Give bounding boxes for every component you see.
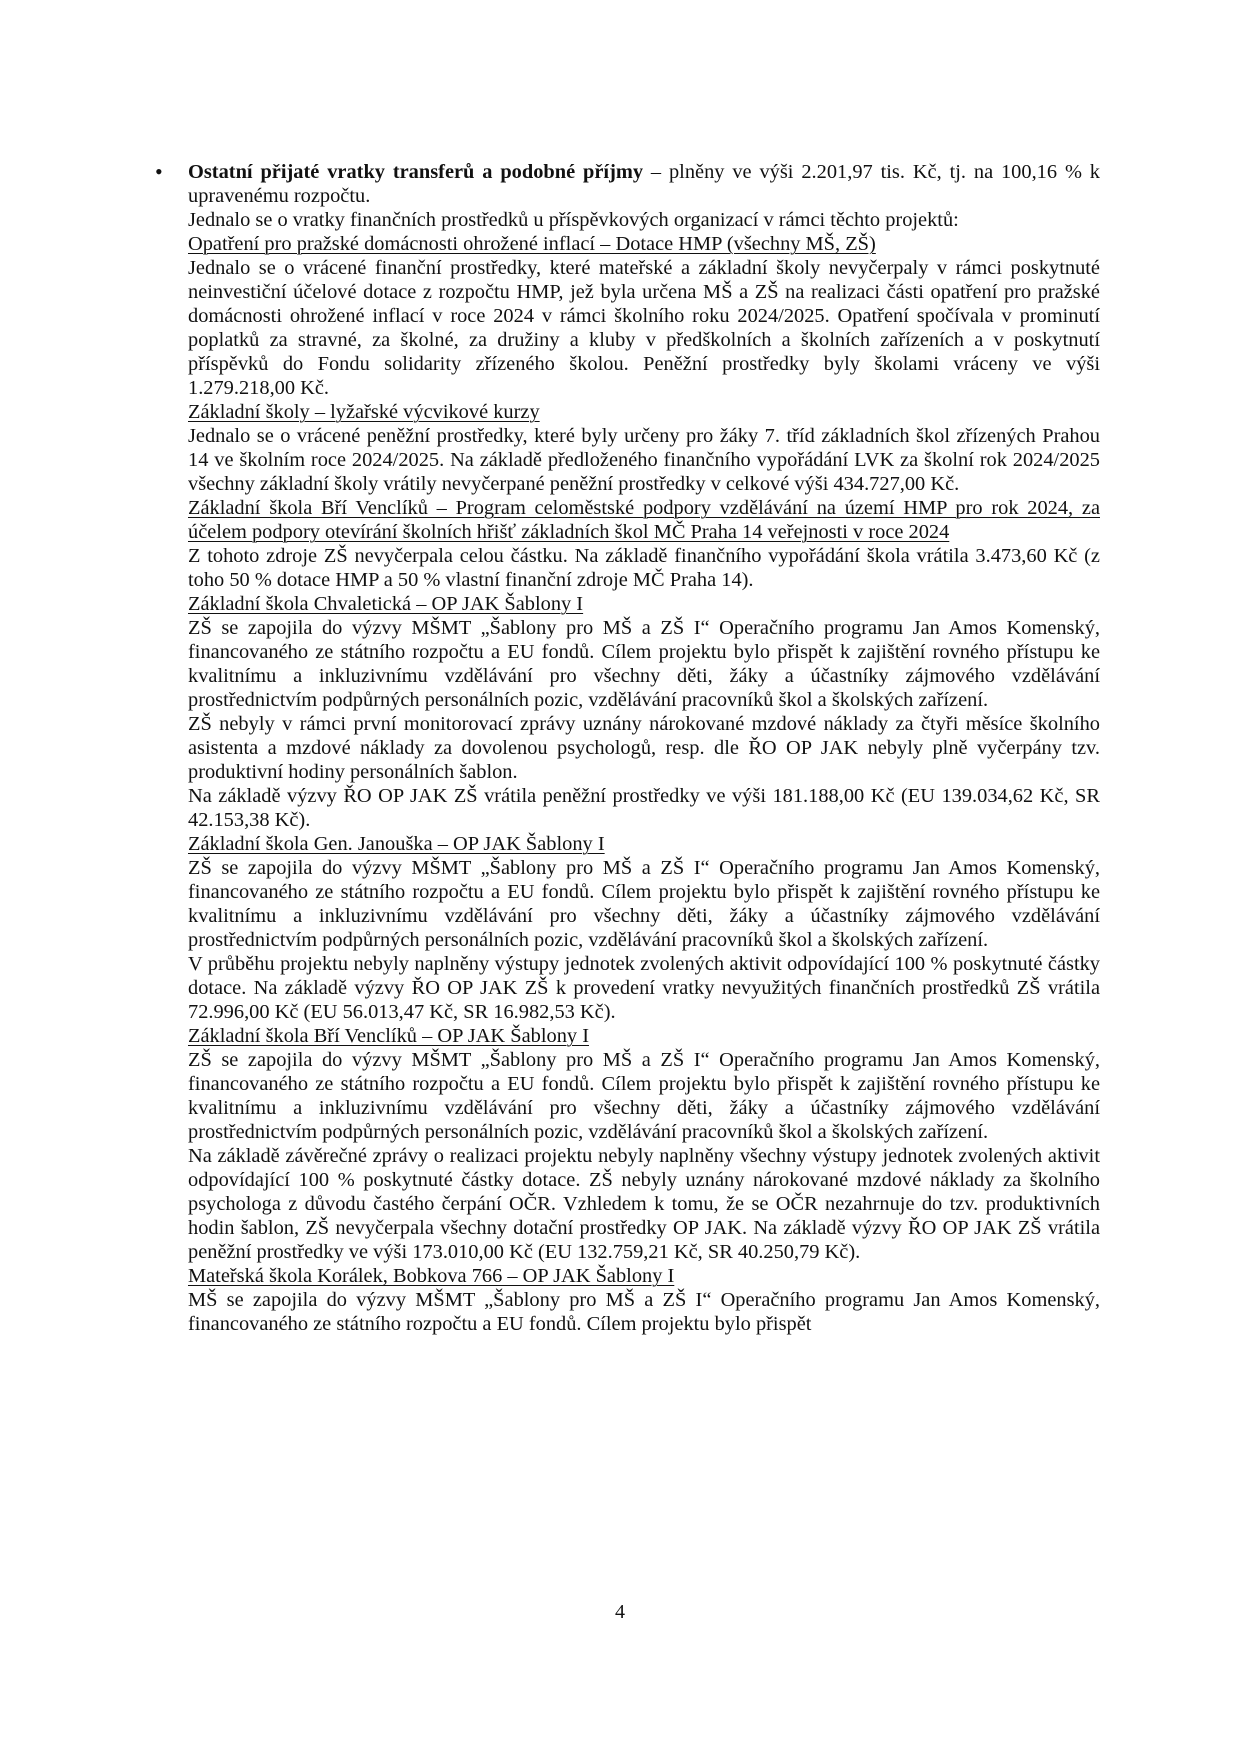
bullet-icon: •: [155, 159, 163, 184]
section-heading: Základní škola Bří Venclíků – Program celoměstské podpory vzdělávání na území HMP pro rok 2024, za účelem podpory otevírání školních hřišť základních škol MČ Praha 14 veřejnosti v roce 2024: [188, 497, 1100, 543]
section-heading: Opatření pro pražské domácnosti ohrožené inflací – Dotace HMP (všechny MŠ, ZŠ): [188, 233, 876, 255]
section-paragraph: ZŠ se zapojila do výzvy MŠMT „Šablony pro MŠ a ZŠ I“ Operačního programu Jan Amos Komenský, financovaného ze státního rozpočtu a EU fondů. Cílem projektu bylo přispět k zajištění rovného přístupu ke kvalitnímu a inkluzivnímu vzdělávání pro všechny děti, žáky a účastníky zájmového vzdělávání prostřednictvím podpůrných personálních pozic, vzdělávání pracovníků škol a školských zařízení.: [188, 857, 1100, 951]
bullet-paragraph: [188, 160, 1100, 208]
section-heading: Základní škola Gen. Janouška – OP JAK Šablony I: [188, 833, 605, 855]
sections-container: [188, 232, 1100, 1336]
section-paragraph: Jednalo se o vrácené finanční prostředky, které mateřské a základní školy nevyčerpaly v rámci poskytnuté neinvestiční účelové dotace z rozpočtu HMP, jež byla určena MŠ a ZŠ na realizaci části opatření pro pražské domácnosti ohrožené inflací v roce 2024 v rámci školního roku 2024/2025. Opatření spočívala v prominutí poplatků za stravné, za školné, za družiny a kluby v předškolních a školních zařízeních a v poskytnutí příspěvků do Fondu solidarity zřízeného školou. Peněžní prostředky byly školami vráceny ve výši 1.279.218,00 Kč.: [188, 257, 1100, 399]
bullet-rest-text: – plněny ve výši 2.201,97 tis. Kč, tj. na 100,16 % k upravenému rozpočtu.: [188, 161, 1100, 207]
section-heading: Mateřská škola Korálek, Bobkova 766 – OP JAK Šablony I: [188, 1265, 675, 1287]
section-heading: Základní škola Chvaletická – OP JAK Šablony I: [188, 593, 584, 615]
section-paragraph: V průběhu projektu nebyly naplněny výstupy jednotek zvolených aktivit odpovídající 100 % poskytnuté částky dotace. Na základě výzvy ŘO OP JAK ZŠ k provedení vratky nevyužitých finančních prostředků ZŠ vrátila 72.996,00 Kč (EU 56.013,47 Kč, SR 16.982,53 Kč).: [188, 953, 1100, 1023]
section-paragraph: ZŠ se zapojila do výzvy MŠMT „Šablony pro MŠ a ZŠ I“ Operačního programu Jan Amos Komenský, financovaného ze státního rozpočtu a EU fondů. Cílem projektu bylo přispět k zajištění rovného přístupu ke kvalitnímu a inkluzivnímu vzdělávání pro všechny děti, žáky a účastníky zájmového vzdělávání prostřednictvím podpůrných personálních pozic, vzdělávání pracovníků škol a školských zařízení.: [188, 617, 1100, 711]
section-heading: Základní školy – lyžařské výcvikové kurzy: [188, 401, 540, 423]
section-paragraph: Na základě výzvy ŘO OP JAK ZŠ vrátila peněžní prostředky ve výši 181.188,00 Kč (EU 139.034,62 Kč, SR 42.153,38 Kč).: [188, 785, 1100, 831]
intro-sentence: Jednalo se o vratky finančních prostředků u příspěvkových organizací v rámci těchto projektů:: [188, 209, 959, 231]
section-paragraph: MŠ se zapojila do výzvy MŠMT „Šablony pro MŠ a ZŠ I“ Operačního programu Jan Amos Komenský, financovaného ze státního rozpočtu a EU fondů. Cílem projektu bylo přispět: [188, 1289, 1100, 1335]
section-paragraph: ZŠ nebyly v rámci první monitorovací zprávy uznány nárokované mzdové náklady za čtyři měsíce školního asistenta a mzdové náklady za dovolenou psychologů, resp. dle ŘO OP JAK nebyly plně vyčerpány tzv. produktivní hodiny personálních šablon.: [188, 713, 1100, 783]
bullet-lead-text: Ostatní přijaté vratky transferů a podobné příjmy: [188, 161, 644, 183]
section-paragraph: Na základě závěrečné zprávy o realizaci projektu nebyly naplněny všechny výstupy jednotek zvolených aktivit odpovídající 100 % poskytnuté částky dotace. ZŠ nebyly uznány nárokované mzdové náklady za školního psychologa z důvodu častého čerpání OČR. Vzhledem k tomu, že se OČR nezahrnuje do tzv. produktivních hodin šablon, ZŠ nevyčerpala všechny dotační prostředky OP JAK. Na základě výzvy ŘO OP JAK ZŠ vrátila peněžní prostředky ve výši 173.010,00 Kč (EU 132.759,21 Kč, SR 40.250,79 Kč).: [188, 1145, 1100, 1263]
section-heading: Základní škola Bří Venclíků – OP JAK Šablony I: [188, 1025, 589, 1047]
section-paragraph: ZŠ se zapojila do výzvy MŠMT „Šablony pro MŠ a ZŠ I“ Operačního programu Jan Amos Komenský, financovaného ze státního rozpočtu a EU fondů. Cílem projektu bylo přispět k zajištění rovného přístupu ke kvalitnímu a inkluzivnímu vzdělávání pro všechny děti, žáky a účastníky zájmového vzdělávání prostřednictvím podpůrných personálních pozic, vzdělávání pracovníků škol a školských zařízení.: [188, 1049, 1100, 1143]
section-paragraph: Jednalo se o vrácené peněžní prostředky, které byly určeny pro žáky 7. tříd základních škol zřízených Prahou 14 ve školním roce 2024/2025. Na základě předloženého finančního vypořádání LVK za školní rok 2024/2025 všechny základní školy vrátily nevyčerpané peněžní prostředky v celkové výši 434.727,00 Kč.: [188, 425, 1100, 495]
bullet-item: [155, 159, 1100, 208]
section-paragraph: Z tohoto zdroje ZŠ nevyčerpala celou částku. Na základě finančního vypořádání škola vrátila 3.473,60 Kč (z toho 50 % dotace HMP a 50 % vlastní finanční zdroje MČ Praha 14).: [188, 545, 1100, 591]
page-content: [155, 159, 1100, 1336]
page-number: 4: [615, 1601, 625, 1623]
